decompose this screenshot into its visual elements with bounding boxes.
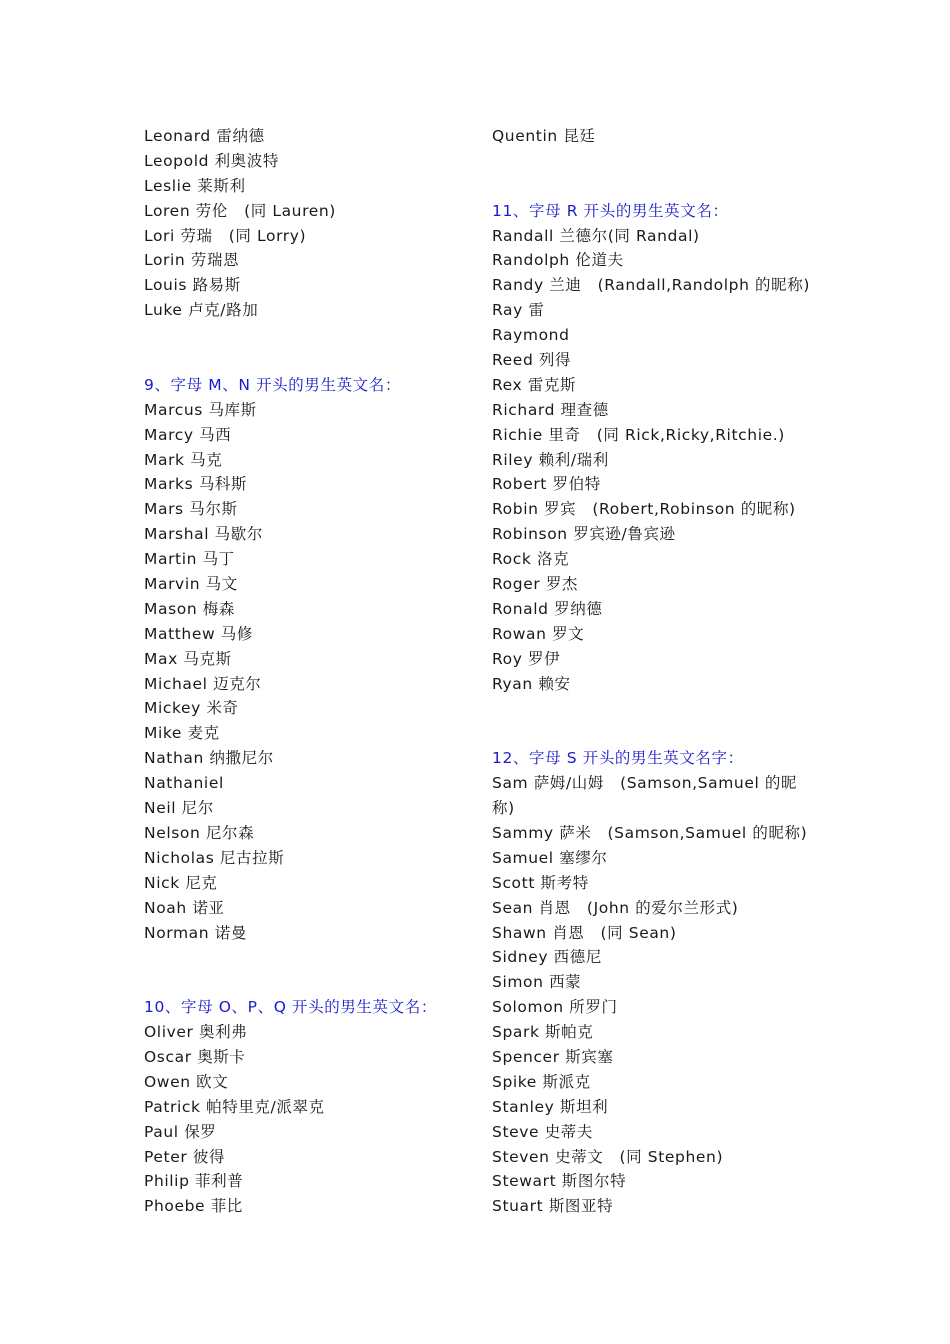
name-entry: Louis 路易斯 [144,276,241,295]
name-entry: Sidney 西德尼 [492,948,602,967]
name-entry: Stewart 斯图尔特 [492,1172,627,1191]
name-entry: Spark 斯帕克 [492,1023,594,1042]
name-entry: Steven 史蒂文 (同 Stephen) [492,1147,724,1166]
section-heading: 11、字母 R 开头的男生英文名： [492,201,729,220]
name-entry: Sam 萨姆/山姆 (Samson,Samuel 的昵 [492,774,798,793]
name-entry: Ryan 赖安 [492,674,571,693]
name-entry: Mickey 米奇 [144,699,239,718]
name-entry: Mason 梅森 [144,599,235,618]
name-entry: Nelson 尼尔森 [144,823,255,842]
name-entry: Stuart 斯图亚特 [492,1197,614,1216]
name-entry: Loren 劳伦 (同 Lauren) [144,201,336,220]
section-heading: 10、字母 O、P、Q 开头的男生英文名： [144,998,437,1017]
blank-line [144,348,474,373]
name-entry: Michael 迈克尔 [144,674,262,693]
name-entry: Marcus 马库斯 [144,400,257,419]
name-entry: Spike 斯派克 [492,1072,591,1091]
name-entry: Sean 肖恩 (John 的爱尔兰形式) [492,898,739,917]
name-entry: Nathan 纳撒尼尔 [144,749,274,768]
name-entry: Riley 赖利/瑞利 [492,450,609,469]
name-entry: Matthew 马修 [144,624,253,643]
name-entry: Shawn 肖恩 (同 Sean) [492,923,677,942]
name-entry: Rex 雷克斯 [492,375,577,394]
name-entry: Owen 欧文 [144,1072,229,1091]
name-entry: Max 马克斯 [144,649,232,668]
name-entry: Simon 西蒙 [492,973,582,992]
name-entry: Raymond [492,326,570,345]
name-entry: Randolph 伦道夫 [492,251,624,270]
blank-line [492,174,822,199]
name-entry: Leslie 莱斯利 [144,176,246,195]
blank-line [492,696,822,721]
name-entry: Leonard 雷纳德 [144,127,265,145]
name-entry: Luke 卢克/路加 [144,301,259,320]
name-entry: Marcy 马西 [144,425,232,444]
name-entry: Norman 诺曼 [144,923,247,942]
blank-line [492,721,822,746]
name-entry: Peter 彼得 [144,1147,226,1166]
name-entry: Solomon 所罗门 [492,998,618,1017]
name-entry: Ray 雷 [492,301,545,320]
name-entry: Oscar 奥斯卡 [144,1047,246,1066]
name-entry: Noah 诺亚 [144,898,225,917]
blank-line [144,945,474,970]
name-entry: Rowan 罗文 [492,624,585,643]
blank-line [492,149,822,174]
name-entry: Scott 斯考特 [492,873,589,892]
name-entry: Spencer 斯宾塞 [492,1047,614,1066]
name-entry: Leopold 利奥波特 [144,151,279,170]
name-entry: Nicholas 尼古拉斯 [144,848,285,867]
name-entry: Marvin 马文 [144,575,238,594]
name-entry: Philip 菲利普 [144,1172,244,1191]
name-entry: Martin 马丁 [144,550,235,569]
blank-line [144,323,474,348]
name-entry: Oliver 奥利弗 [144,1023,248,1042]
name-entry: Samuel 塞缪尔 [492,848,608,867]
name-entry: Rock 洛克 [492,550,570,569]
name-entry: Robin 罗宾 (Robert,Robinson 的昵称) [492,500,796,519]
section-heading: 12、字母 S 开头的男生英文名字： [492,749,744,768]
left-column [144,124,474,1219]
section-heading: 9、字母 M、N 开头的男生英文名： [144,375,401,394]
name-entry: Steve 史蒂夫 [492,1122,593,1141]
name-entry: Roger 罗杰 [492,575,579,594]
name-entry: Stanley 斯坦利 [492,1097,609,1116]
name-entry: Reed 列得 [492,351,572,370]
name-entry: Mars 马尔斯 [144,500,238,519]
name-entry: Quentin 昆廷 [492,127,596,145]
right-column [492,124,822,1219]
name-entry: Mark 马克 [144,450,223,469]
name-entry: Phoebe 菲比 [144,1197,243,1216]
name-entry: Lorin 劳瑞恩 [144,251,240,270]
name-entry: Nick 尼克 [144,873,218,892]
blank-line [144,970,474,995]
name-entry: Nathaniel [144,774,224,793]
name-entry: 称) [492,799,515,818]
name-entry: Paul 保罗 [144,1122,217,1141]
name-entry: Randall 兰德尔(同 Randal) [492,226,700,245]
name-entry: Marks 马科斯 [144,475,248,494]
name-entry: Neil 尼尔 [144,799,214,818]
name-entry: Robinson 罗宾逊/鲁宾逊 [492,525,676,544]
name-entry: Randy 兰迪 (Randall,Randolph 的昵称) [492,276,810,295]
name-entry: Marshal 马歇尔 [144,525,263,544]
name-entry: Richie 里奇 (同 Rick,Ricky,Ritchie.) [492,425,785,444]
name-entry: Lori 劳瑞 (同 Lorry) [144,226,307,245]
name-entry: Mike 麦克 [144,724,220,743]
name-entry: Sammy 萨米 (Samson,Samuel 的昵称) [492,823,808,842]
name-entry: Richard 理查德 [492,400,609,419]
name-entry: Robert 罗伯特 [492,475,601,494]
name-entry: Ronald 罗纳德 [492,599,603,618]
name-entry: Patrick 帕特里克/派翠克 [144,1097,325,1116]
name-entry: Roy 罗伊 [492,649,561,668]
